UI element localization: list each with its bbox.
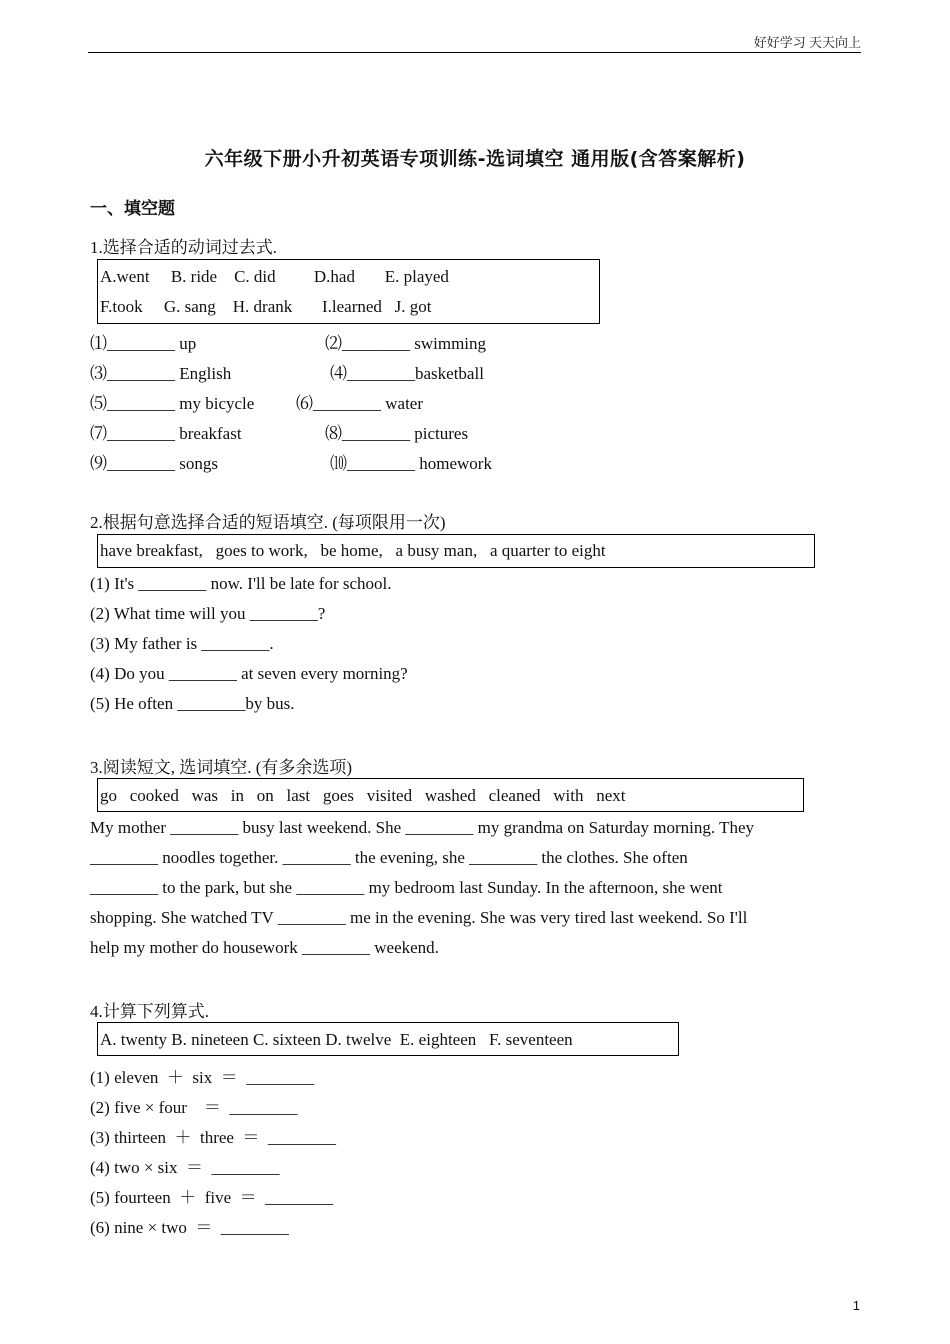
q3-box-text: go cooked was in on last goes visited washed cleaned with next	[100, 786, 626, 805]
item-number: ⑸	[90, 394, 107, 413]
q2-line-2: (2) What time will you ________?	[90, 604, 326, 623]
q1-box-line-2: F.took G. sang H. drank I.learned J. got	[100, 297, 432, 316]
q3-line-5: help my mother do housework ________ weekend.	[90, 938, 439, 957]
q1-item-3	[90, 359, 231, 384]
q3-line-3: ________ to the park, but she ________ my bedroom last Sunday. In the afternoon, she went	[90, 878, 723, 897]
item-text: up	[175, 334, 197, 353]
item-number: ⑻	[325, 424, 342, 443]
q4-line-1: (1) eleven ＋ six ＝ ________	[90, 1068, 315, 1087]
item-text: my bicycle	[175, 394, 255, 413]
q1-box-line-1: A.went B. ride C. did D.had E. played	[100, 267, 449, 286]
q2-line-4: (4) Do you ________ at seven every morning?	[90, 664, 408, 683]
q1-item-7	[90, 419, 242, 444]
blank: ________	[347, 364, 415, 383]
q1-item-9	[90, 449, 218, 474]
item-text: breakfast	[175, 424, 242, 443]
item-number: ⑶	[90, 364, 107, 383]
item-text: homework	[415, 454, 492, 473]
q4-prompt: 4.计算下列算式.	[90, 1002, 209, 1021]
item-number: ⑺	[90, 424, 107, 443]
blank: ________	[107, 424, 175, 443]
q1-item-2	[325, 329, 486, 354]
q4-line-5: (5) fourteen ＋ five ＝ ________	[90, 1188, 334, 1207]
q4-line-4: (4) two × six ＝ ________	[90, 1158, 280, 1177]
q2-prompt: 2.根据句意选择合适的短语填空. (每项限用一次)	[90, 513, 446, 532]
item-text: water	[381, 394, 424, 413]
page-header	[88, 30, 861, 53]
q1-prompt: 1.选择合适的动词过去式.	[90, 238, 277, 257]
q2-box-text: have breakfast, goes to work, be home, a busy man, a quarter to eight	[100, 541, 606, 560]
q1-item-5	[90, 389, 254, 414]
q4-line-6: (6) nine × two ＝ ________	[90, 1218, 289, 1237]
blank: ________	[313, 394, 381, 413]
blank: ________	[107, 394, 175, 413]
blank: ________	[107, 334, 175, 353]
q4-box-text: A. twenty B. nineteen C. sixteen D. twelve E. eighteen F. seventeen	[100, 1030, 573, 1049]
blank: ________	[342, 334, 410, 353]
item-text: English	[175, 364, 232, 383]
item-number: ⑹	[296, 394, 313, 413]
q3-line-1: My mother ________ busy last weekend. She ________ my grandma on Saturday morning. They	[90, 818, 755, 837]
q3-line-2: ________ noodles together. ________ the evening, she ________ the clothes. She often	[90, 848, 688, 867]
blank: ________	[107, 454, 175, 473]
item-text: pictures	[410, 424, 469, 443]
blank: ________	[342, 424, 410, 443]
q4-line-3: (3) thirteen ＋ three ＝ ________	[90, 1128, 336, 1147]
q4-line-2: (2) five × four ＝ ________	[90, 1098, 298, 1117]
blank: ________	[347, 454, 415, 473]
q3-prompt: 3.阅读短文, 选词填空. (有多余选项)	[90, 758, 353, 777]
item-text: basketball	[415, 364, 484, 383]
item-text: swimming	[410, 334, 487, 353]
q1-item-1	[90, 329, 196, 354]
q2-line-1: (1) It's ________ now. I'll be late for school.	[90, 574, 392, 593]
q1-item-10	[330, 449, 492, 474]
item-text: songs	[175, 454, 218, 473]
q3-line-4: shopping. She watched TV ________ me in the evening. She was very tired last weekend. So I'll	[90, 908, 748, 927]
item-number: ⑷	[330, 364, 347, 383]
section-heading: 一、填空题	[90, 199, 175, 219]
item-number: ⑼	[90, 454, 107, 473]
q2-line-3: (3) My father is ________.	[90, 634, 274, 653]
item-number: ⑴	[90, 334, 107, 353]
item-number: ⑽	[330, 454, 347, 473]
q2-line-5: (5) He often ________by bus.	[90, 694, 295, 713]
page-number: 1	[852, 1298, 860, 1313]
q1-item-6	[296, 389, 423, 414]
q1-item-4	[330, 359, 484, 384]
q1-item-8	[325, 419, 468, 444]
blank: ________	[107, 364, 175, 383]
page-title: 六年级下册小升初英语专项训练-选词填空 通用版(含答案解析)	[204, 148, 746, 170]
item-number: ⑵	[325, 334, 342, 353]
header-motto: 好好学习 天天向上	[753, 35, 861, 50]
